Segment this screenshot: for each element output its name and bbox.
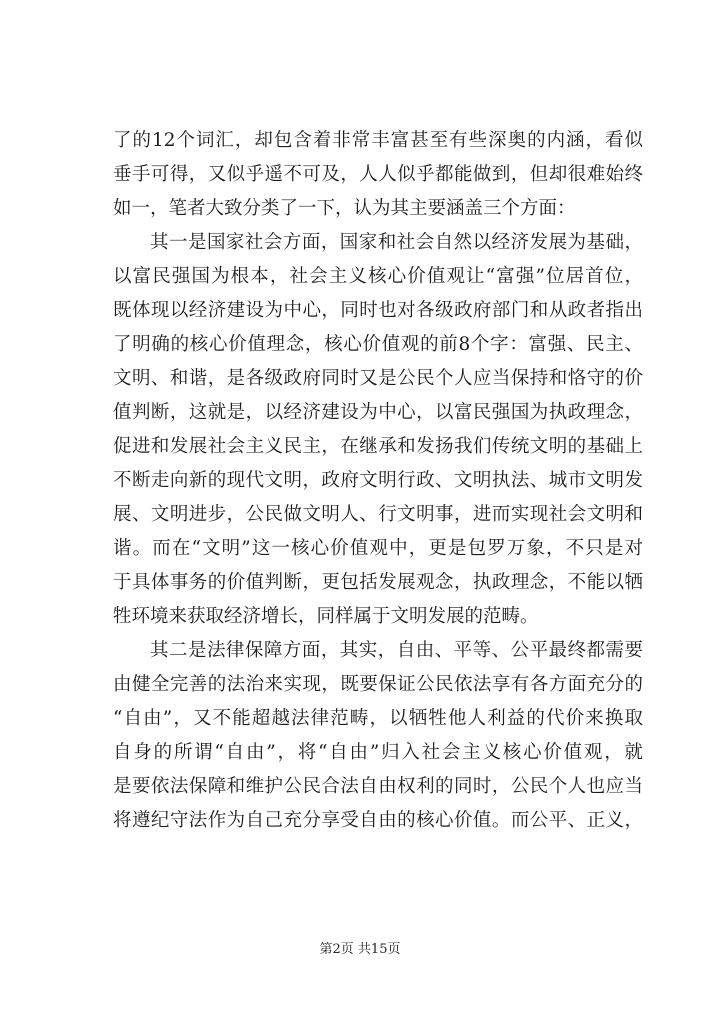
text-line: 将遵纪守法作为自己充分享受自由的核心价值。而公平、正义， xyxy=(113,810,643,831)
page-footer: 第2页 共15页 xyxy=(319,942,401,957)
text-line: 了的12个词汇，却包含着非常丰富甚至有些深奥的内涵，看似 xyxy=(113,130,643,151)
text-line: “自由”，又不能超越法律范畴，以牺牲他人利益的代价来换取 xyxy=(113,708,643,729)
text-line: 牲环境来获取经济增长，同样属于文明发展的范畴。 xyxy=(113,606,539,627)
text-line: 既体现以经济建设为中心，同时也对各级政府部门和从政者指出 xyxy=(113,300,643,321)
text-line: 了明确的核心价值理念，核心价值观的前8个字：富强、民主、 xyxy=(113,334,643,355)
text-line: 垂手可得，又似乎遥不可及，人人似乎都能做到，但却很难始终 xyxy=(113,164,643,185)
text-line: 以富民强国为根本，社会主义核心价值观让“富强”位居首位， xyxy=(113,266,643,287)
text-line: 文明、和谐，是各级政府同时又是公民个人应当保持和恪守的价 xyxy=(113,368,643,389)
text-line: 展、文明进步，公民做文明人、行文明事，进而实现社会文明和 xyxy=(113,504,643,525)
text-line: 是要依法保障和维护公民合法自由权利的同时，公民个人也应当 xyxy=(113,776,643,797)
text-line: 如一，笔者大致分类了一下，认为其主要涵盖三个方面： xyxy=(113,198,576,219)
text-line: 自身的所谓“自由”，将“自由”归入社会主义核心价值观，就 xyxy=(113,742,643,763)
text-line: 其二是法律保障方面，其实，自由、平等、公平最终都需要 xyxy=(150,640,643,661)
text-line: 促进和发展社会主义民主，在继承和发扬我们传统文明的基础上 xyxy=(113,436,643,457)
body-text xyxy=(113,124,643,838)
text-line: 于具体事务的价值判断，更包括发展观念，执政理念，不能以牺 xyxy=(113,572,643,593)
text-line: 其一是国家社会方面，国家和社会自然以经济发展为基础， xyxy=(150,232,643,253)
text-line: 不断走向新的现代文明，政府文明行政、文明执法、城市文明发 xyxy=(113,470,643,491)
text-line: 值判断，这就是，以经济建设为中心，以富民强国为执政理念， xyxy=(113,402,643,423)
text-line: 谐。而在“文明”这一核心价值观中，更是包罗万象，不只是对 xyxy=(113,538,643,559)
text-line: 由健全完善的法治来实现，既要保证公民依法享有各方面充分的 xyxy=(113,674,643,695)
